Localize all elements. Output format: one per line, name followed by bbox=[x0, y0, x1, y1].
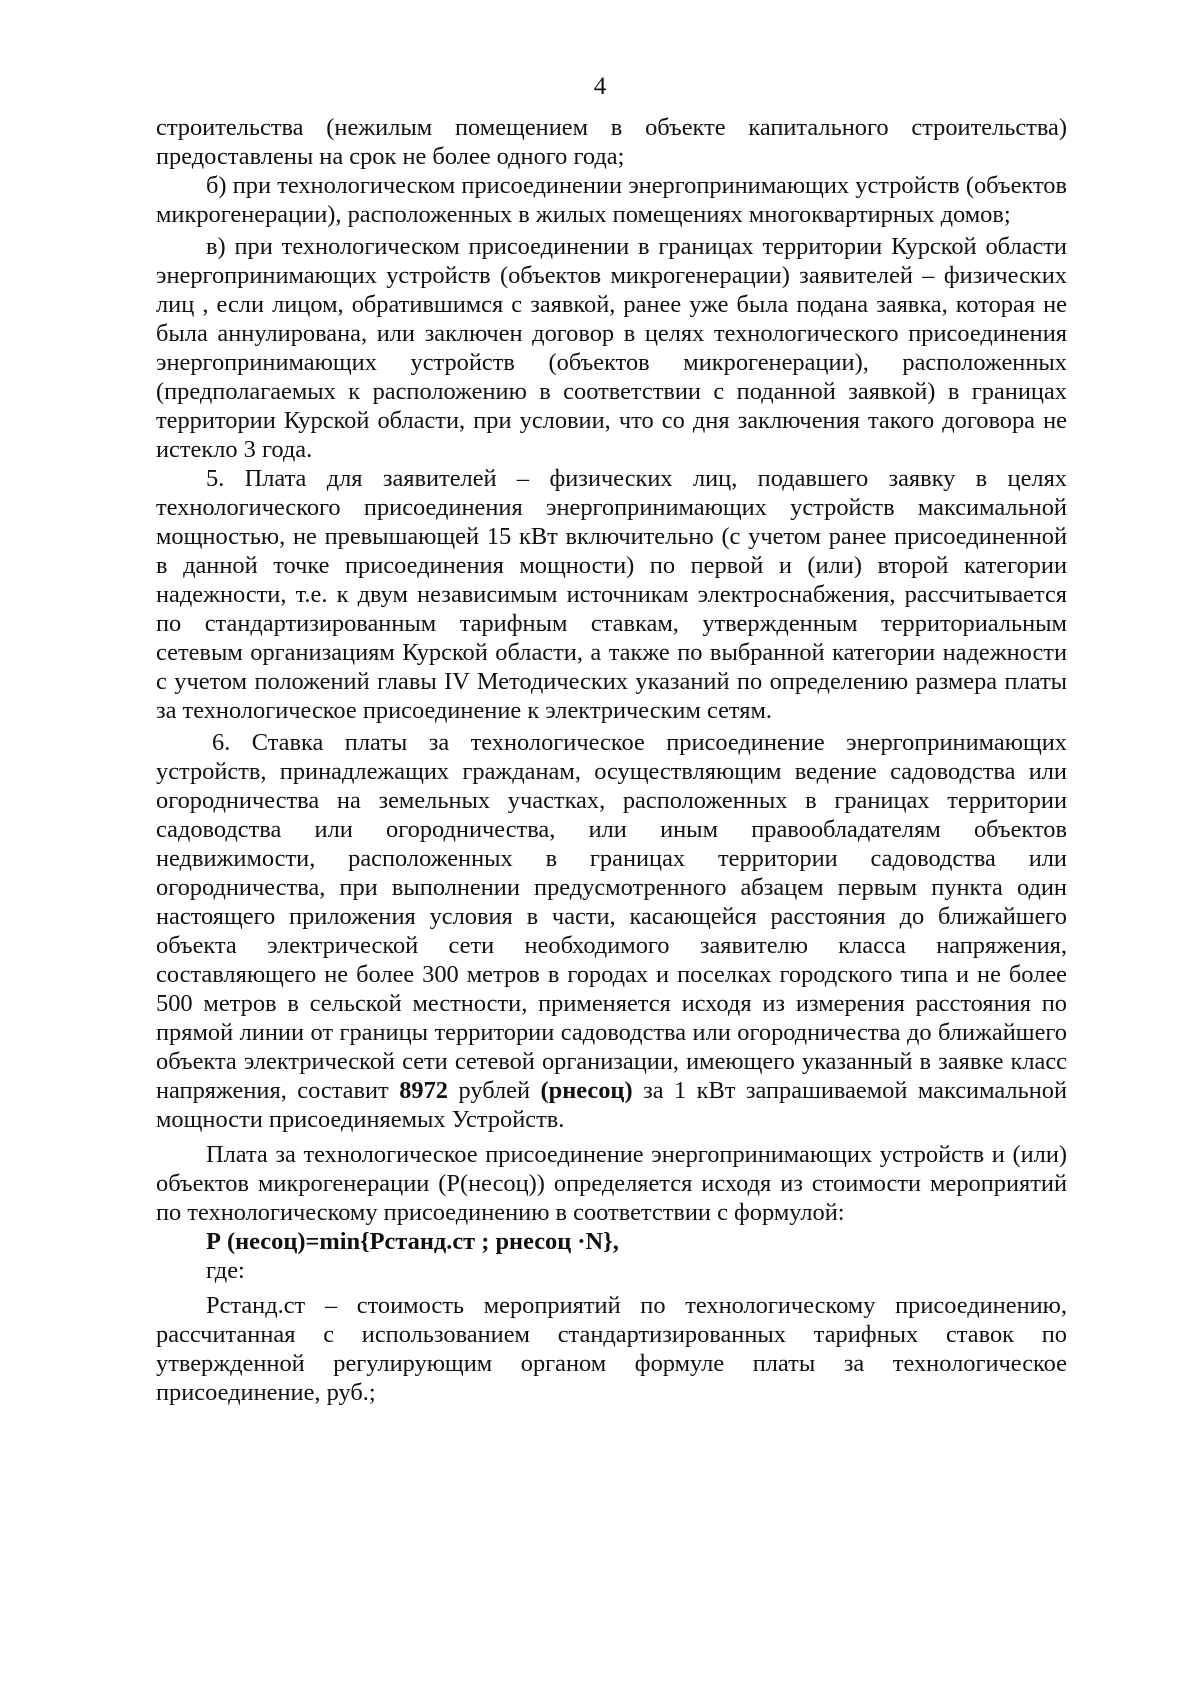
paragraph-clause-5: 5. Плата для заявителей – физических лиц, подавшего заявку в целях технологического присоединения энергопринимающих устройств максимальной мощностью, не превышающей 15 кВт включительно (с учетом ранее присоединенной в данной точке присоединения мощности) по первой и (или) второй категории надежности, т.е. к двум независимым источникам электроснабжения, рассчитывается по стандартизированным тарифным ставкам, утвержденным территориальным сетевым организациям Курской области, а также по выбранной категории надежности с учетом положений главы IV Методических указаний по определению размера платы за технологическое присоединение к электрическим сетям. bbox=[156, 465, 1067, 724]
formula: Р (несоц)=min{Рстанд.ст ; рнесоц ·N}, bbox=[206, 1228, 619, 1255]
paragraph-definition: Рстанд.ст – стоимость мероприятий по технологическому присоединению, рассчитанная с использованием стандартизированных тарифных ставок по утвержденной регулирующим органом формуле платы за технологическое присоединение, руб.; bbox=[156, 1292, 1067, 1406]
clause-6-text: 6. Ставка платы за технологическое присоединение энергопринимающих устройств, принадлежащих гражданам, осуществляющим ведение садоводства или огородничества на земельных участках, расположенных в границах территории садоводства или огородничества, или иным правообладателям объектов недвижимости, расположенных в границах территории садоводства или огородничества, при выполнении предусмотренного абзацем первым пункта один настоящего приложения условия в части, касающейся расстояния до ближайшего объекта электрической сети необходимого заявителю класса напряжения, составляющего не более 300 метров в городах и поселках городского типа и не более 500 метров в сельской местности, применяется исходя из измерения расстояния по прямой линии от границы территории садоводства или огородничества до ближайшего объекта электрической сети сетевой организации, имеющего указанный в заявке класс напряжения, составит bbox=[156, 729, 1067, 1104]
paragraph-fee: Плата за технологическое присоединение энергопринимающих устройств и (или) объектов микрогенерации (Р(несоц)) определяется исходя из стоимости мероприятий по технологическому присоединению в соответствии с формулой: bbox=[156, 1141, 1067, 1226]
clause-6-tail: за 1 кВт запрашиваемой максимальной мощности присоединяемых Устройств. bbox=[156, 1077, 1068, 1133]
paragraph-continuation: строительства (нежилым помещением в объекте капитального строительства) предоставлены на срок не более одного года; bbox=[156, 114, 1067, 170]
paragraph-clause-6 bbox=[156, 728, 1067, 1134]
page-number: 4 bbox=[593, 73, 607, 100]
paragraph-item-v: в) при технологическом присоединении в границах территории Курской области энергопринимающих устройств (объектов микрогенерации) заявителей – физических лиц , если лицом, обратившимся с заявкой, ранее уже была подана заявка, которая не была аннулирована, или заключен договор в целях технологического присоединения энергопринимающих устройств (объектов микрогенерации), расположенных (предполагаемых к расположению в соответствии с поданной заявкой) в границах территории Курской области, при условии, что со дня заключения такого договора не истекло 3 года. bbox=[156, 233, 1067, 463]
rate-value: 8972 bbox=[399, 1077, 448, 1104]
rate-currency: рублей bbox=[458, 1077, 531, 1104]
paragraph-item-b: б) при технологическом присоединении энергопринимающих устройств (объектов микрогенерации), расположенных в жилых помещениях многоквартирных домов; bbox=[156, 172, 1067, 228]
document-body bbox=[156, 113, 1067, 1407]
rate-code: (рнесоц) bbox=[540, 1077, 633, 1104]
formula-where: где: bbox=[206, 1257, 245, 1284]
